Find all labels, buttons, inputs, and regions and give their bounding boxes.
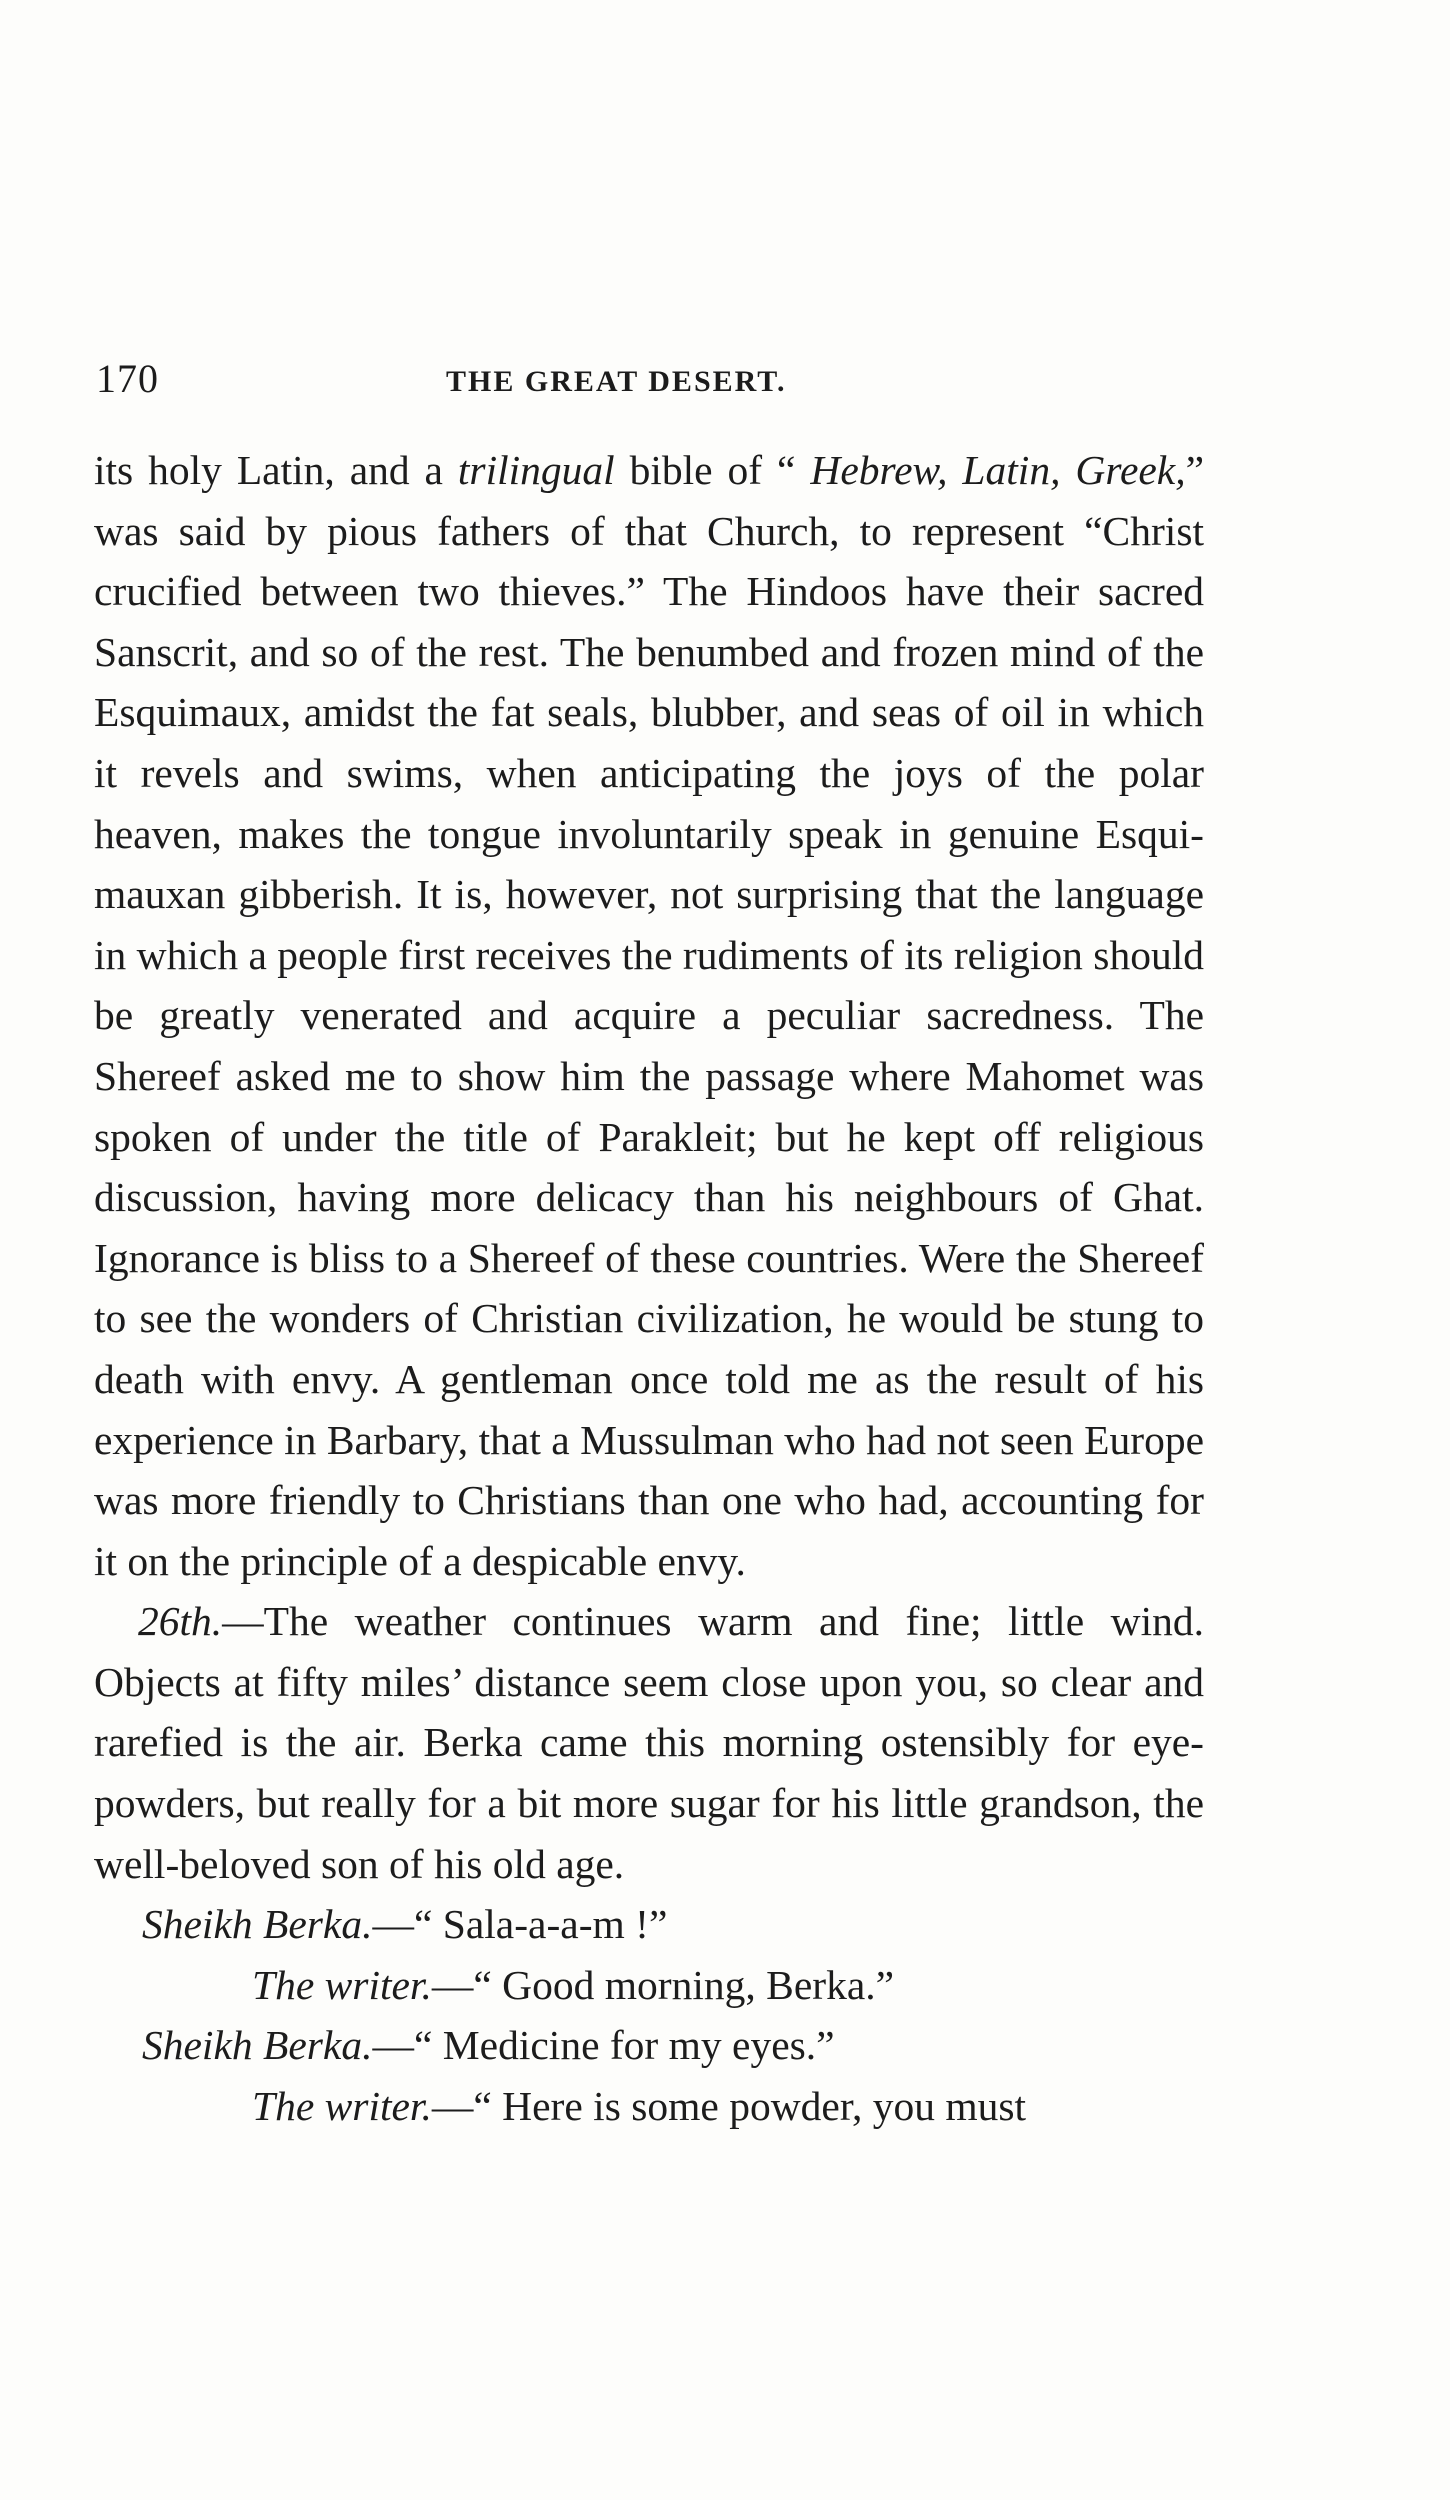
dialogue-line [94, 2015, 1204, 2076]
paragraph-1-part-3: bible of “ [614, 447, 811, 493]
speech-text: —“ Good morning, Berka.” [431, 1961, 895, 2008]
speech-text: —“ Sala-a-a-m !” [372, 1901, 668, 1948]
paragraph-1-part-1: its holy Latin, and a [94, 447, 458, 493]
speaker-name: Sheikh Berka. [142, 1901, 373, 1948]
dialogue-line [94, 1955, 1204, 2016]
speaker-name: The writer. [252, 1961, 432, 2008]
body-text [94, 440, 1204, 2137]
languages-italic: Hebrew, Latin, Greek, [810, 447, 1186, 493]
dialogue-line [94, 2076, 1204, 2137]
paragraph-1-part-5: ” was said by pious fathers of that Church, to represent “Christ crucified between two thieves.” The Hindoos have their sacred Sanscrit, and so of the rest. The benumbed and frozen mind of the Esquimaux, amidst the fat seals, blubber, and seas of oil in which it revels and swims, when anticipating the joys of the polar heaven, makes the tongue involuntarily speak in genuine Esquimauxan gibberish. It is, however, not surprising that the language in which a people first receives the rudiments of its religion should be greatly venerated and acquire a peculiar sacredness. The Shereef asked me to show him the passage where Mahomet was spoken of under the title of Parakleit; but he kept off religious discussion, having more delicacy than his neighbours of Ghat. Ignorance is bliss to a Shereef of these countries. Were the Shereef to see the wonders of Christian civilization, he would be stung to death with envy. A gentleman once told me as the result of his experience in Barbary, that a Mussulman who had not seen Europe was more friendly to Christians than one who had, accounting for it on the principle of a despicable envy. [94, 447, 1204, 1584]
paragraph-2 [94, 1591, 1204, 1894]
paragraph-1 [94, 440, 1204, 1591]
paragraph-2-text: —The weather continues warm and fine; little wind. Objects at fifty miles’ distance seem close upon you, so clear and rarefied is the air. Berka came this morning ostensibly for eye-powders, but really for a bit more sugar for his little grandson, the well-beloved son of his old age. [94, 1598, 1204, 1887]
running-head [96, 355, 1206, 415]
running-title: THE GREAT DESERT. [446, 365, 787, 398]
trilingual-italic: trilingual [457, 447, 615, 493]
speech-text: —“ Medicine for my eyes.” [372, 2022, 835, 2069]
speech-text: —“ Here is some powder, you must [431, 2083, 1027, 2130]
page-number: 170 [96, 356, 159, 401]
entry-date: 26th. [138, 1598, 223, 1645]
speaker-name: Sheikh Berka. [142, 2022, 373, 2069]
dialogue-line [94, 1894, 1204, 1955]
speaker-name: The writer. [252, 2083, 432, 2130]
